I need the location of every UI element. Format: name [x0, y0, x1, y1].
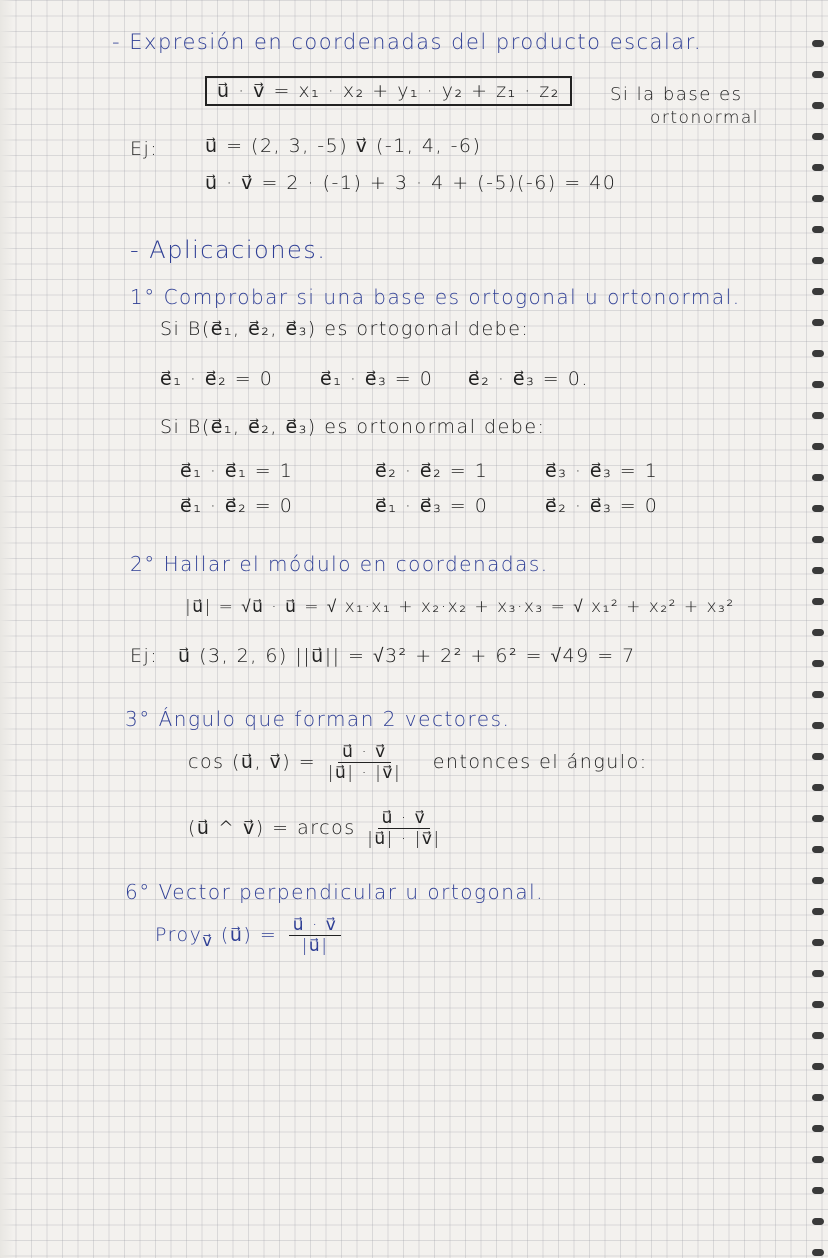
- spiral-hole: [812, 350, 824, 357]
- projection-fraction: [289, 915, 342, 956]
- spiral-hole: [812, 226, 824, 233]
- note-line-1: Si la base es: [610, 84, 743, 105]
- spiral-hole: [812, 443, 824, 450]
- spiral-hole: [812, 629, 824, 636]
- orthogonal-eq-2: e⃗₁ · e⃗₃ = 0: [320, 368, 434, 390]
- spiral-hole: [812, 598, 824, 605]
- then-angle-text: entonces el ángulo:: [432, 751, 648, 773]
- cos-lhs: cos (u⃗, v⃗) =: [188, 751, 317, 773]
- orthogonal-eq-1: e⃗₁ · e⃗₂ = 0: [160, 368, 274, 390]
- spiral-hole: [812, 164, 824, 171]
- app6-title: 6° Vector perpendicular u ortogonal.: [125, 880, 545, 904]
- note-line-2: ortonormal: [650, 108, 760, 128]
- spiral-hole: [812, 1218, 824, 1225]
- orthonormal-eq-2-1: e⃗₁ · e⃗₂ = 0: [180, 495, 294, 517]
- spiral-hole: [812, 288, 824, 295]
- scalar-product-formula: u⃗ · v⃗ = x₁ · x₂ + y₁ · y₂ + z₁ · z₂: [205, 76, 572, 106]
- spiral-hole: [812, 722, 824, 729]
- orthonormal-eq-1-3: e⃗₃ · e⃗₃ = 1: [545, 460, 659, 482]
- spiral-hole: [812, 1156, 824, 1163]
- spiral-binding: [804, 0, 828, 1258]
- modulus-example-label: Ej:: [130, 645, 159, 667]
- spiral-hole: [812, 970, 824, 977]
- spiral-hole: [812, 102, 824, 109]
- spiral-hole: [812, 1125, 824, 1132]
- spiral-hole: [812, 1249, 824, 1256]
- spiral-hole: [812, 505, 824, 512]
- spiral-hole: [812, 412, 824, 419]
- spiral-hole: [812, 815, 824, 822]
- projection-label: Proy: [155, 924, 203, 946]
- modulus-formula: |u⃗| = √u⃗ · u⃗ = √ x₁·x₁ + x₂·x₂ + x₃·x₃ = √ x₁² + x₂² + x₃²: [185, 597, 735, 617]
- projection-numerator: u⃗ · v⃗: [289, 915, 342, 936]
- projection-subscript: v⃗: [202, 930, 214, 950]
- orthonormal-eq-1-2: e⃗₂ · e⃗₂ = 1: [375, 460, 489, 482]
- example-vectors: u⃗ = (2, 3, -5) v⃗ (-1, 4, -6): [205, 135, 482, 157]
- angle-denominator: |u⃗| · |v⃗|: [367, 829, 441, 849]
- spiral-hole: [812, 195, 824, 202]
- example-label: Ej:: [130, 138, 159, 160]
- orthogonal-eq-3: e⃗₂ · e⃗₃ = 0.: [468, 368, 589, 390]
- modulus-example: u⃗ (3, 2, 6) ||u⃗|| = √3² + 2² + 6² = √49 = 7: [178, 645, 636, 667]
- spiral-hole: [812, 1094, 824, 1101]
- orthonormal-condition: Si B(e⃗₁, e⃗₂, e⃗₃) es ortonormal debe:: [160, 416, 546, 438]
- cos-fraction: [328, 742, 401, 783]
- angle-lhs: (u⃗ ^ v⃗) = arcos: [188, 817, 356, 839]
- spiral-hole: [812, 474, 824, 481]
- orthonormal-eq-2-3: e⃗₂ · e⃗₃ = 0: [545, 495, 659, 517]
- spiral-hole: [812, 319, 824, 326]
- spiral-hole: [812, 1032, 824, 1039]
- page-edge: [0, 0, 14, 1258]
- angle-numerator: u⃗ · v⃗: [378, 808, 431, 829]
- spiral-hole: [812, 753, 824, 760]
- cos-numerator: u⃗ · v⃗: [338, 742, 391, 763]
- spiral-hole: [812, 567, 824, 574]
- orthonormal-eq-1-1: e⃗₁ · e⃗₁ = 1: [180, 460, 294, 482]
- section-title-scalar-product: - Expresión en coordenadas del producto escalar.: [112, 30, 703, 54]
- spiral-hole: [812, 939, 824, 946]
- spiral-hole: [812, 1187, 824, 1194]
- applications-title: - Aplicaciones.: [130, 236, 327, 264]
- spiral-hole: [812, 381, 824, 388]
- spiral-hole: [812, 1001, 824, 1008]
- app3-title: 3° Ángulo que forman 2 vectores.: [125, 707, 511, 731]
- spiral-hole: [812, 71, 824, 78]
- projection-denominator: |u⃗|: [301, 936, 329, 956]
- spiral-hole: [812, 660, 824, 667]
- spiral-hole: [812, 40, 824, 47]
- spiral-hole: [812, 846, 824, 853]
- spiral-hole: [812, 1063, 824, 1070]
- app2-title: 2° Hallar el módulo en coordenadas.: [130, 552, 549, 576]
- spiral-hole: [812, 536, 824, 543]
- angle-fraction: [367, 808, 440, 849]
- projection-arg: (u⃗) =: [220, 924, 278, 946]
- spiral-hole: [812, 133, 824, 140]
- app1-title: 1° Comprobar si una base es ortogonal u ortonormal.: [130, 285, 741, 309]
- example-result: u⃗ · v⃗ = 2 · (-1) + 3 · 4 + (-5)(-6) = 40: [205, 172, 617, 194]
- spiral-hole: [812, 877, 824, 884]
- spiral-hole: [812, 784, 824, 791]
- spiral-hole: [812, 691, 824, 698]
- spiral-hole: [812, 257, 824, 264]
- spiral-hole: [812, 908, 824, 915]
- cos-denominator: |u⃗| · |v⃗|: [327, 763, 402, 783]
- orthogonal-condition: Si B(e⃗₁, e⃗₂, e⃗₃) es ortogonal debe:: [160, 318, 530, 340]
- orthonormal-eq-2-2: e⃗₁ · e⃗₃ = 0: [375, 495, 489, 517]
